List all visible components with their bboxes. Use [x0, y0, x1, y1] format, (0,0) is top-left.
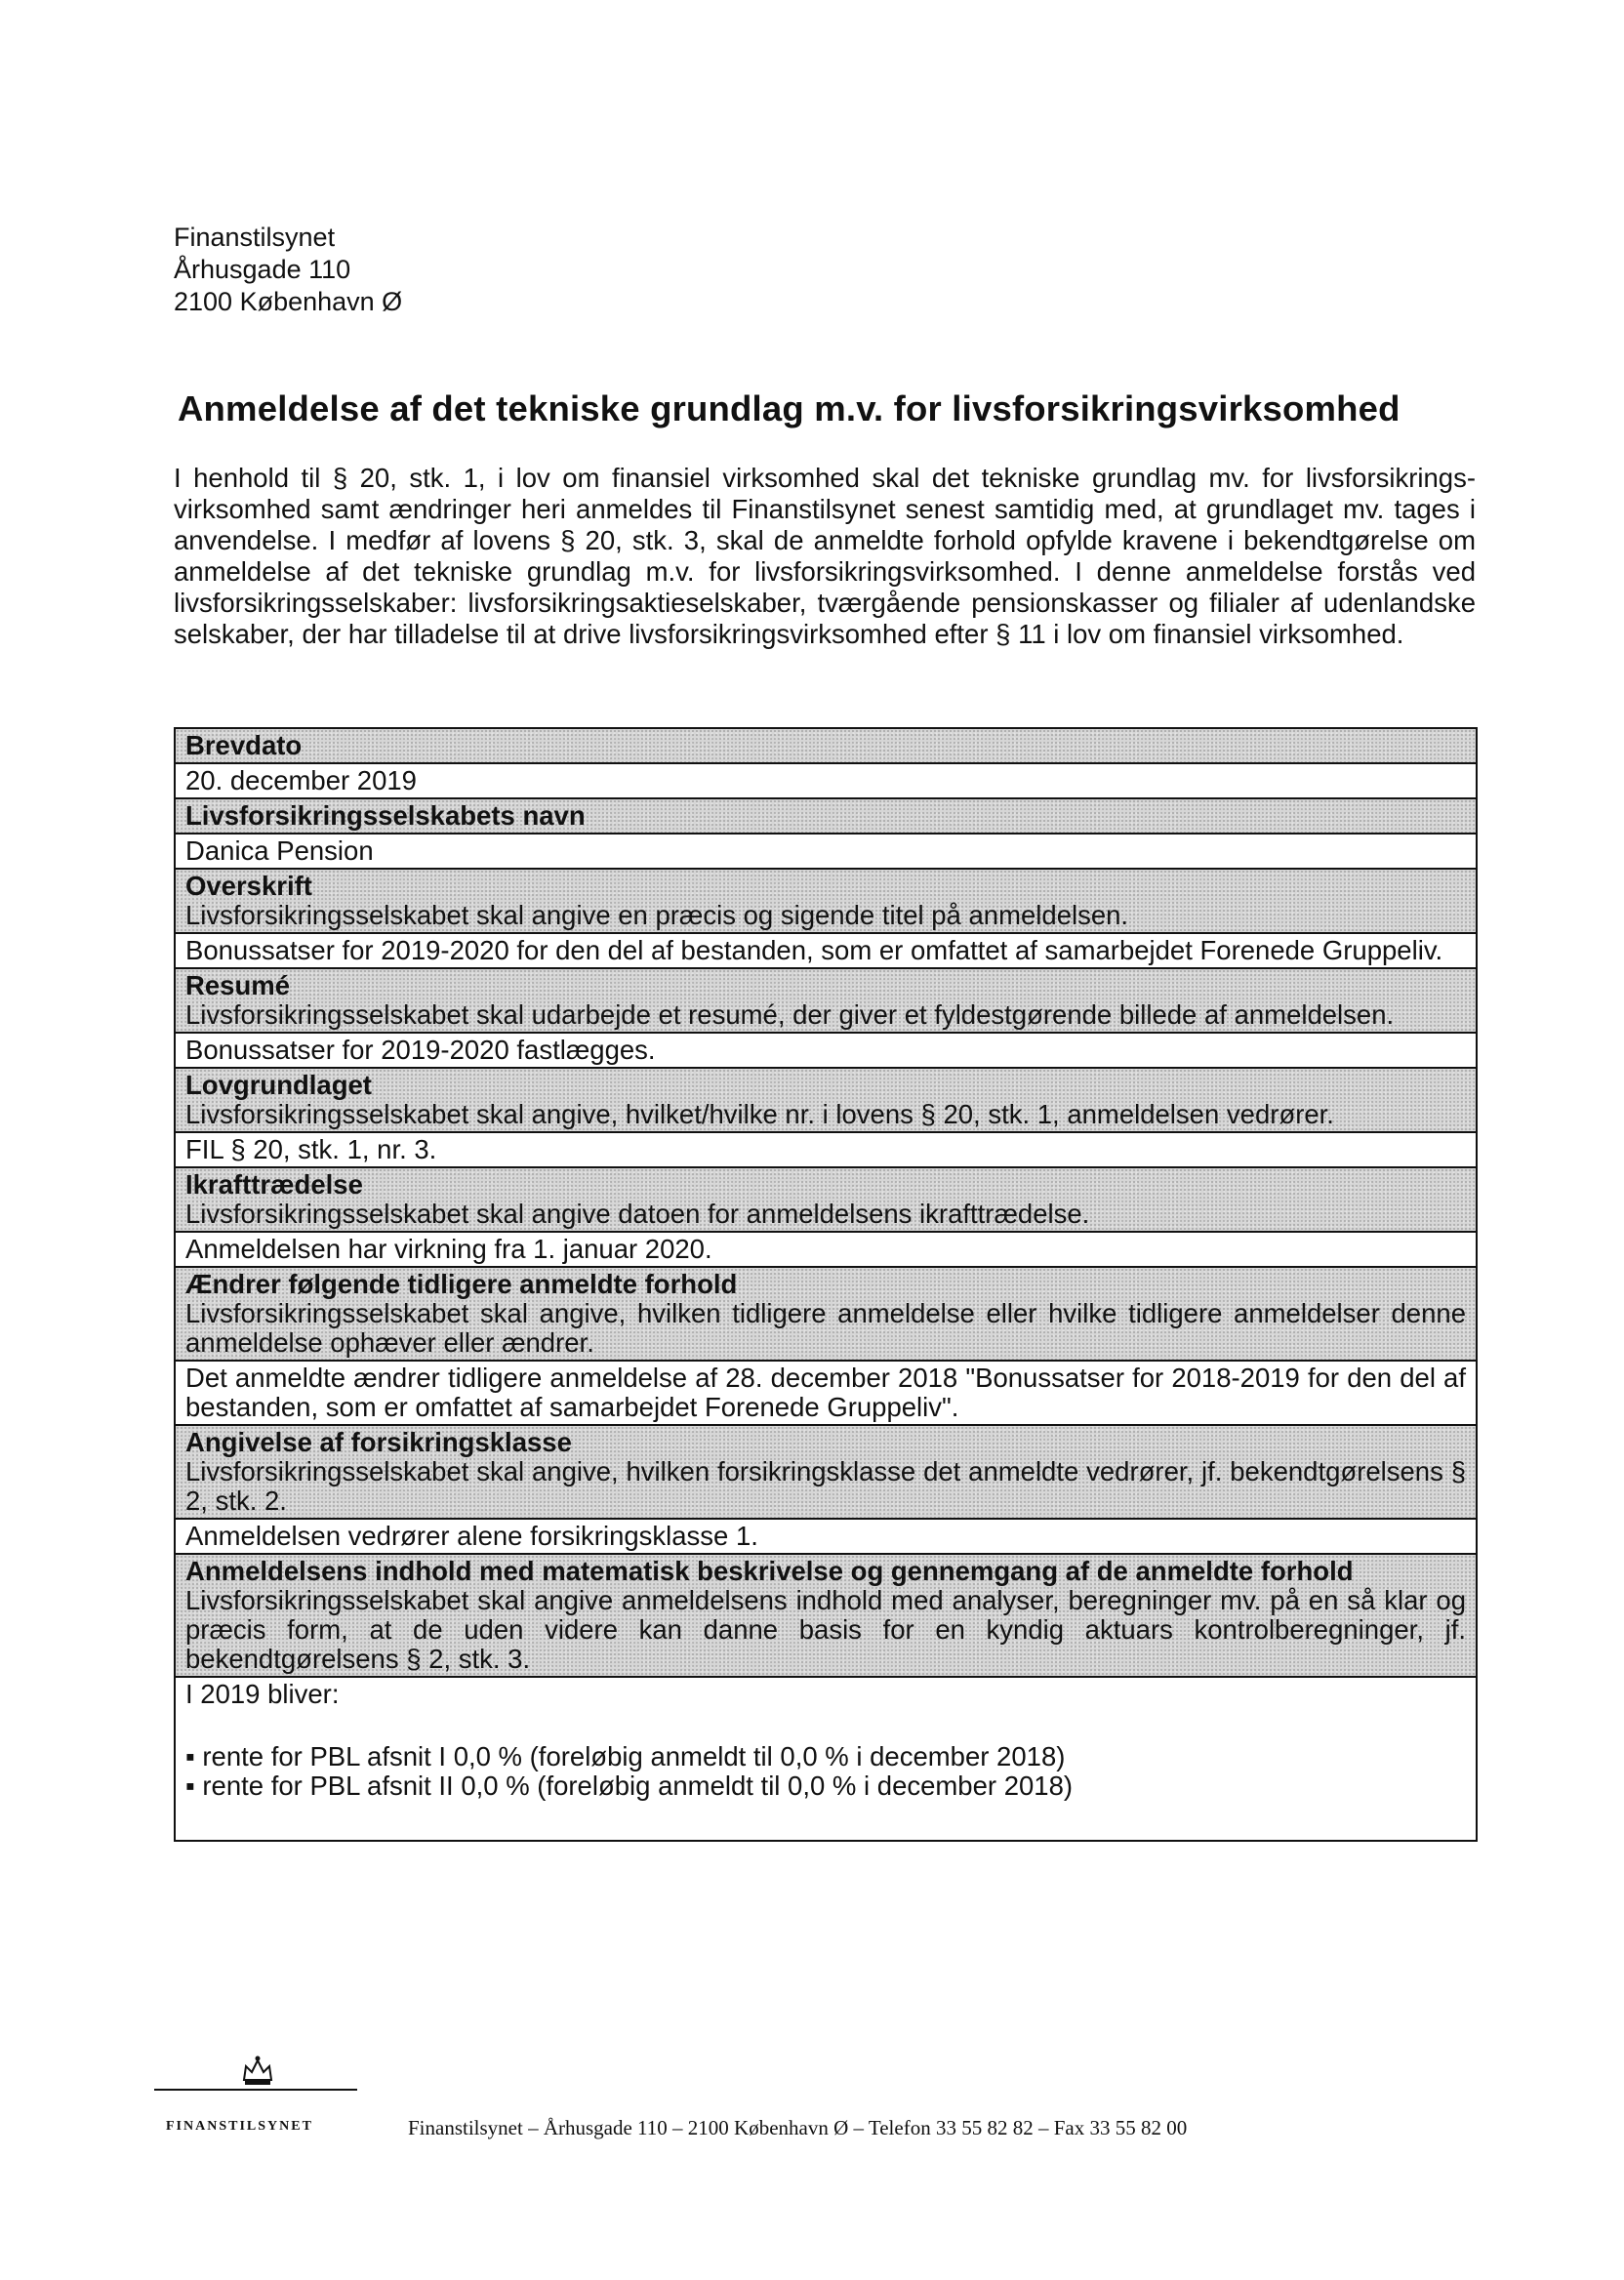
section-title: Ændrer følgende tidligere anmeldte forhold: [185, 1269, 738, 1299]
address-line-2: Århusgade 110: [174, 255, 351, 284]
section-header-overskrift: [176, 870, 1476, 934]
document-title: Anmeldelse af det tekniske grundlag m.v. for livsforsikringsvirksomhed: [178, 388, 1401, 428]
section-value-resume: Bonussatser for 2019-2020 fastlægges.: [176, 1034, 1476, 1069]
finanstilsynet-logo: [154, 2055, 349, 2133]
section-title: Resumé: [185, 970, 290, 1000]
section-description: Livsforsikringsselskabet skal angive datoen for anmeldelsens ikrafttrædelse.: [185, 1199, 1090, 1229]
section-header-lovgrundlaget: [176, 1069, 1476, 1133]
section-description: Livsforsikringsselskabet skal udarbejde et resumé, der giver et fyldestgørende billede af anmeldelsen.: [185, 999, 1395, 1030]
logo-rule: [154, 2089, 357, 2091]
notification-form: [174, 727, 1478, 1842]
section-title: Livsforsikringsselskabets navn: [185, 800, 586, 831]
address-line-1: Finanstilsynet: [174, 223, 336, 252]
section-value-forsikringsklasse: Anmeldelsen vedrører alene forsikringsklasse 1.: [176, 1520, 1476, 1555]
section-description: Livsforsikringsselskabet skal angive, hvilken tidligere anmeldelse eller hvilke tidligere anmeldelser denne anmeldelse ophæver eller ændrer.: [185, 1298, 1466, 1358]
section-header-forsikringsklasse: [176, 1426, 1476, 1520]
intro-paragraph: I henhold til § 20, stk. 1, i lov om finansiel virksomhed skal det tekniske grundlag mv. for livsforsikrings-virksomhed samt ændringer heri anmeldes til Finanstilsynet senest samtidig med, at grundlaget mv. tages i anvendelse. I medfør af lovens § 20, stk. 3, skal de anmeldte forhold opfylde kravene i bekendtgørelse om anmeldelse af det tekniske grundlag m.v. for livsforsikringsvirksomhed. I denne anmeldelse forstås ved livsforsikringsselskaber: livsforsikringsaktieselskaber, tværgående pensionskasser og filialer af udenlandske selskaber, der har tilladelse til at drive livsforsikringsvirksomhed efter § 11 i lov om finansiel virksomhed.: [174, 463, 1476, 649]
footer-contact: Finanstilsynet – Århusgade 110 – 2100 København Ø – Telefon 33 55 82 82 – Fax 33 55 82 00: [408, 2116, 1188, 2139]
section-title: Anmeldelsens indhold med matematisk beskrivelse og gennemgang af de anmeldte forhold: [185, 1556, 1354, 1586]
section-title: Angivelse af forsikringsklasse: [185, 1427, 572, 1457]
section-description: Livsforsikringsselskabet skal angive en præcis og sigende titel på anmeldelsen.: [185, 900, 1129, 930]
section-value-brevdato: 20. december 2019: [176, 764, 1476, 799]
section-title: Lovgrundlaget: [185, 1070, 372, 1100]
section-header-ikrafttraedelse: [176, 1168, 1476, 1233]
section-value-lovgrundlaget: FIL § 20, stk. 1, nr. 3.: [176, 1133, 1476, 1168]
crown-icon: [240, 2055, 275, 2094]
section-header-indhold: [176, 1555, 1476, 1678]
section-title: Overskrift: [185, 871, 312, 901]
section-header-resume: [176, 969, 1476, 1034]
address-line-3: 2100 København Ø: [174, 287, 403, 316]
recipient-address: [174, 222, 402, 318]
indhold-intro: I 2019 bliver:: [185, 1679, 340, 1709]
section-value-indhold: [176, 1678, 1476, 1840]
section-title: Brevdato: [185, 730, 303, 760]
section-header-aendrer: [176, 1268, 1476, 1362]
section-description: Livsforsikringsselskabet skal angive, hvilket/hvilke nr. i lovens § 20, stk. 1, anmeldelsen vedrører.: [185, 1099, 1334, 1129]
section-value-navn: Danica Pension: [176, 835, 1476, 870]
list-item: ▪ rente for PBL afsnit II 0,0 % (foreløbig anmeldt til 0,0 % i december 2018): [185, 1771, 1074, 1801]
section-value-ikrafttraedelse: Anmeldelsen har virkning fra 1. januar 2020.: [176, 1233, 1476, 1268]
section-description: Livsforsikringsselskabet skal angive anmeldelsens indhold med analyser, beregninger mv. på en så klar og præcis form, at de uden videre kan danne basis for en kyndig aktuars kontrolberegninger, jf. bekendtgørelsens § 2, stk. 3.: [185, 1585, 1466, 1674]
section-description: Livsforsikringsselskabet skal angive, hvilken forsikringsklasse det anmeldte vedrører, jf. bekendtgørelsens § 2, stk. 2.: [185, 1456, 1466, 1516]
section-header-navn: [176, 799, 1476, 835]
section-header-brevdato: [176, 729, 1476, 764]
list-item: ▪ rente for PBL afsnit I 0,0 % (foreløbig anmeldt til 0,0 % i december 2018): [185, 1741, 1066, 1771]
section-value-overskrift: Bonussatser for 2019-2020 for den del af bestanden, som er omfattet af samarbejdet Forenede Gruppeliv.: [176, 934, 1476, 969]
section-title: Ikrafttrædelse: [185, 1169, 363, 1200]
section-value-aendrer: Det anmeldte ændrer tidligere anmeldelse af 28. december 2018 "Bonussatser for 2018-2019 for den del af bestanden, som er omfattet af samarbejdet Forenede Gruppeliv".: [176, 1362, 1476, 1426]
logo-text: FINANSTILSYNET: [166, 2119, 313, 2134]
